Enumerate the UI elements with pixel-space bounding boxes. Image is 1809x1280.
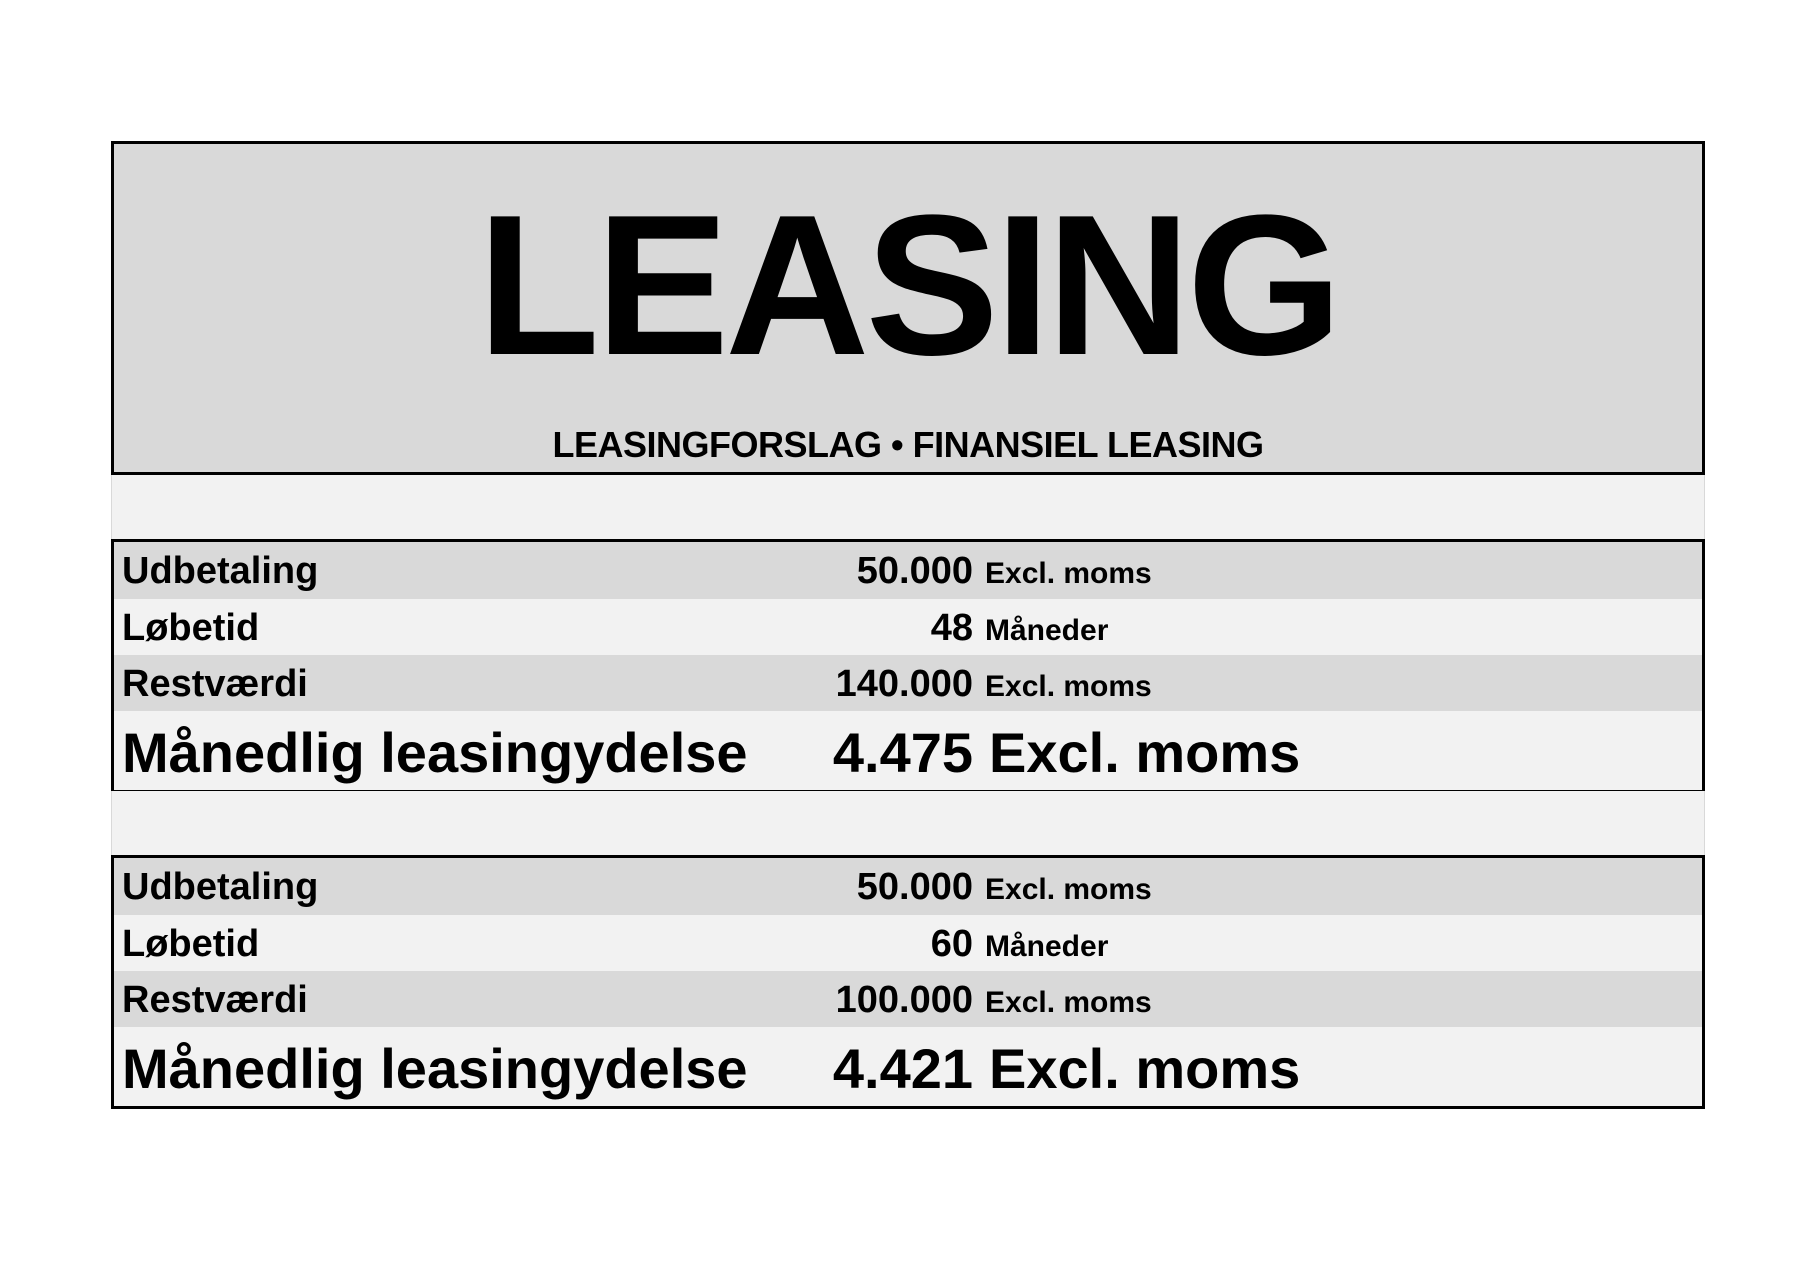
row-value: 140.000 bbox=[835, 663, 973, 705]
table-row bbox=[114, 655, 1702, 711]
table-row bbox=[114, 542, 1702, 599]
row-unit: Måneder bbox=[985, 930, 1109, 963]
row-value: 100.000 bbox=[835, 979, 973, 1021]
monthly-payment-row bbox=[114, 1027, 1702, 1106]
row-label: Restværdi bbox=[122, 979, 308, 1021]
page-title: LEASING bbox=[477, 174, 1339, 397]
monthly-payment-row bbox=[114, 711, 1702, 790]
row-label: Udbetaling bbox=[122, 866, 319, 908]
row-label: Restværdi bbox=[122, 663, 308, 705]
row-unit: Excl. moms bbox=[985, 986, 1152, 1019]
table-row bbox=[114, 858, 1702, 915]
row-label: Månedlig leasingydelse bbox=[122, 1037, 748, 1100]
table-row bbox=[114, 915, 1702, 971]
row-label: Løbetid bbox=[122, 923, 260, 965]
row-unit: Excl. moms bbox=[985, 557, 1152, 590]
row-label: Løbetid bbox=[122, 607, 260, 649]
row-unit: Måneder bbox=[985, 614, 1109, 647]
page-subtitle: LEASINGFORSLAG • FINANSIEL LEASING bbox=[552, 424, 1264, 465]
table-row bbox=[114, 599, 1702, 655]
row-value: 50.000 bbox=[856, 550, 973, 592]
spacer bbox=[111, 791, 1705, 857]
monthly-payment-value: 4.475 bbox=[832, 721, 973, 784]
row-unit: Excl. moms bbox=[985, 670, 1152, 703]
row-label: Udbetaling bbox=[122, 550, 319, 592]
row-value: 50.000 bbox=[856, 866, 973, 908]
spacer bbox=[111, 475, 1705, 541]
offer-block-1 bbox=[111, 539, 1705, 793]
table-row bbox=[114, 971, 1702, 1027]
monthly-payment-value: 4.421 bbox=[832, 1037, 973, 1100]
row-unit: Excl. moms bbox=[989, 1037, 1301, 1100]
offer-block-2 bbox=[111, 855, 1705, 1109]
row-value: 60 bbox=[930, 923, 973, 965]
row-value: 48 bbox=[930, 607, 973, 649]
row-unit: Excl. moms bbox=[989, 721, 1301, 784]
row-label: Månedlig leasingydelse bbox=[122, 721, 748, 784]
header-banner bbox=[111, 141, 1705, 475]
row-unit: Excl. moms bbox=[985, 873, 1152, 906]
